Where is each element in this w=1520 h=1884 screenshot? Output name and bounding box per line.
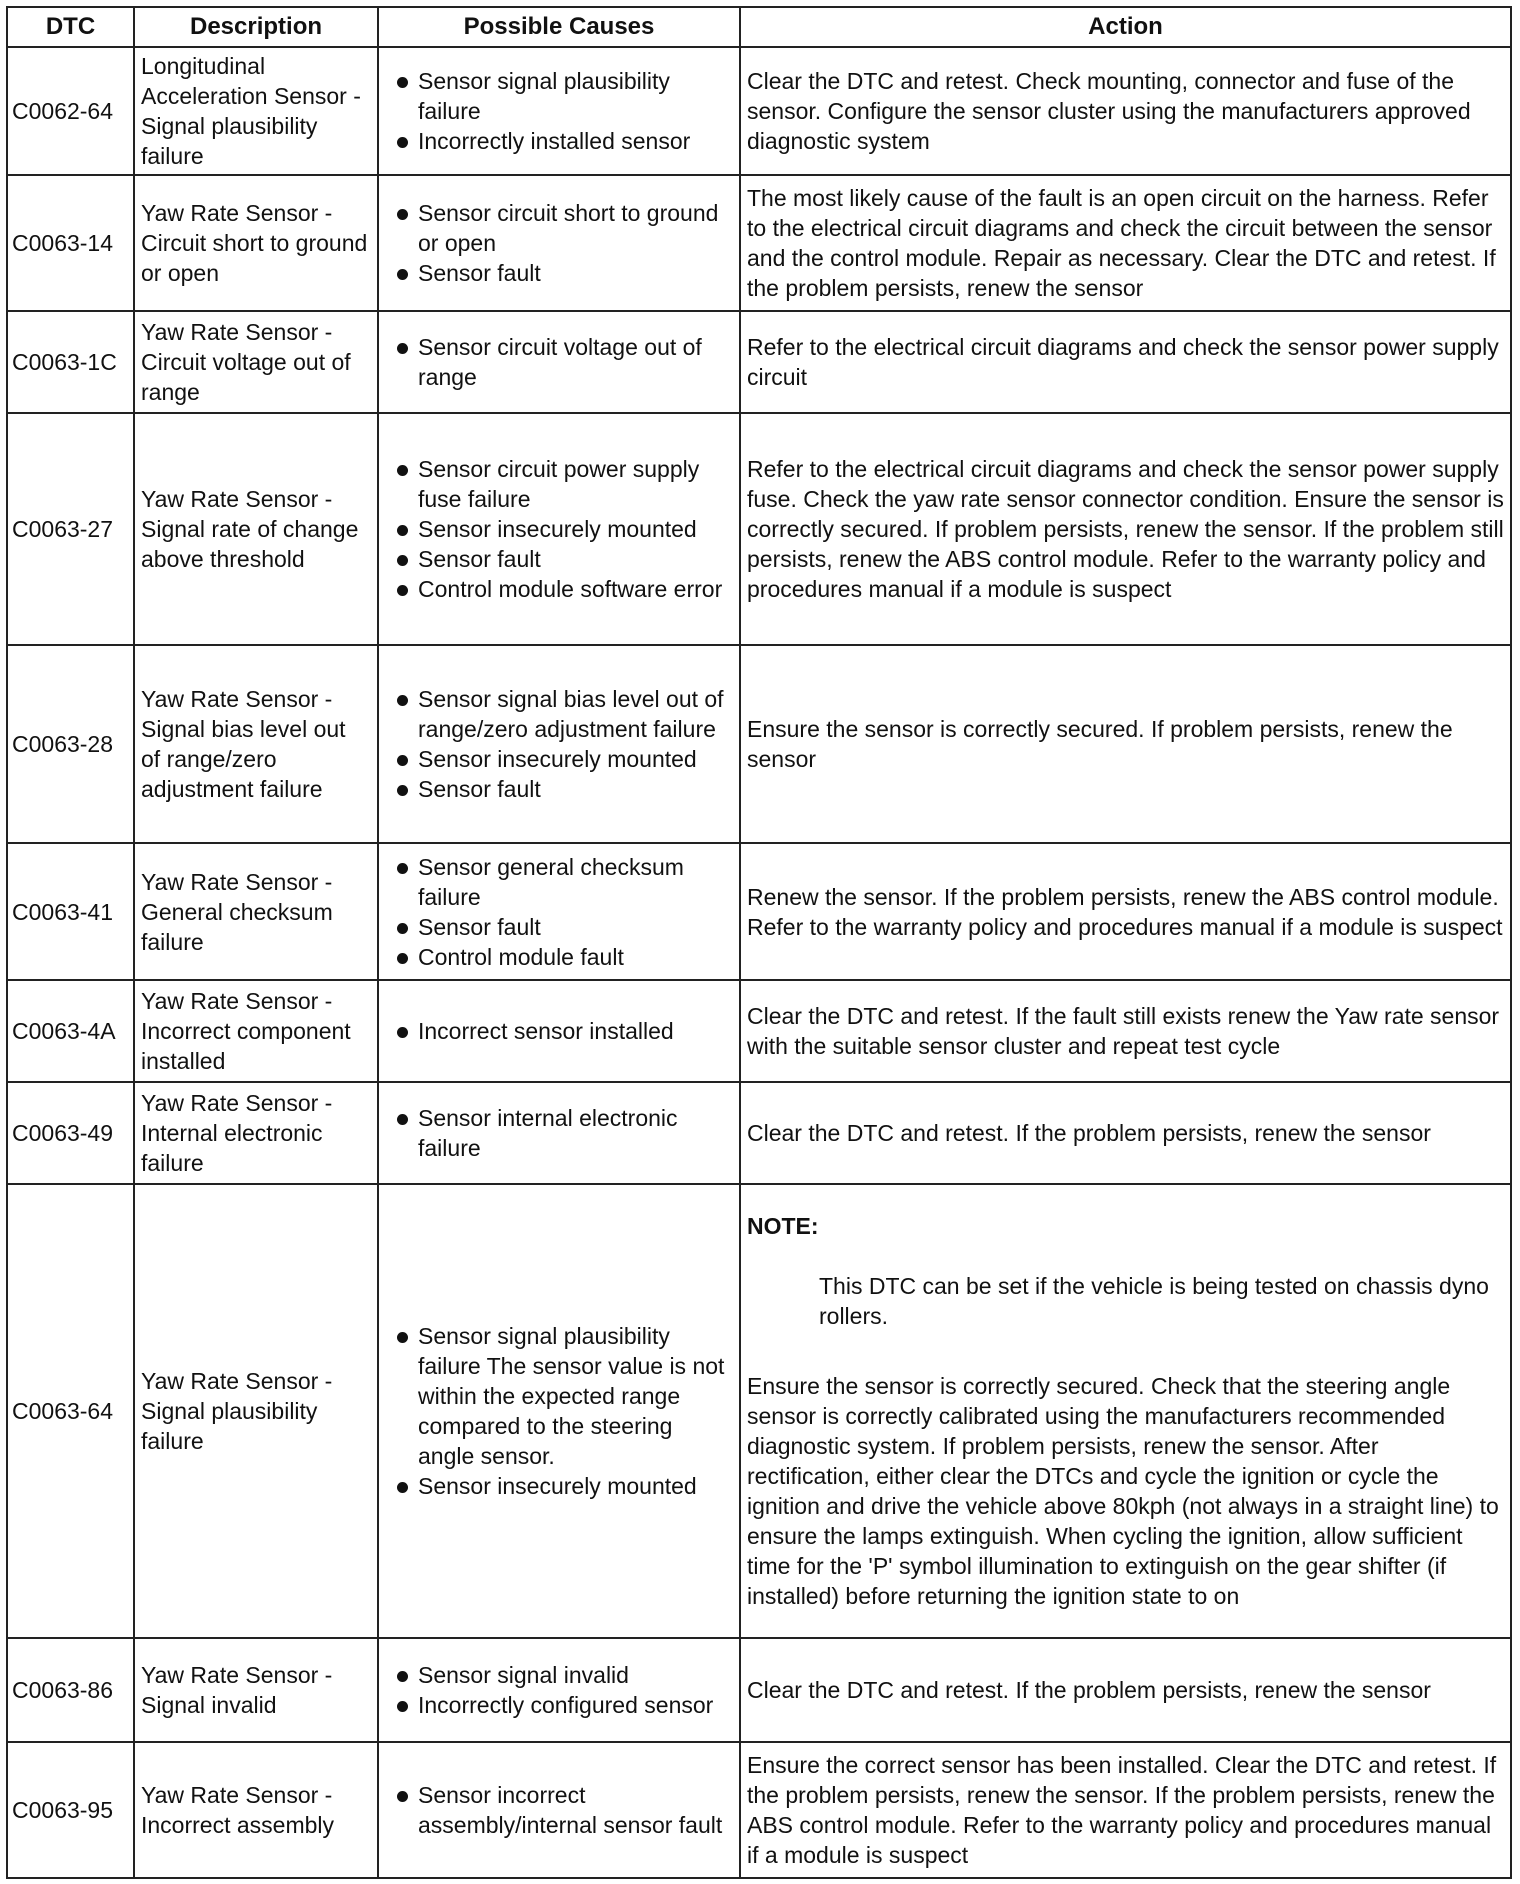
description-cell: Yaw Rate Sensor - Incorrect assembly — [134, 1742, 378, 1878]
table-row — [7, 980, 1511, 1082]
causes-cell — [378, 1742, 740, 1878]
description-cell: Yaw Rate Sensor - General checksum failure — [134, 843, 378, 980]
dtc-code: C0063-64 — [7, 1184, 134, 1638]
header-description: Description — [134, 7, 378, 47]
table-row — [7, 1742, 1511, 1878]
table-row — [7, 1184, 1511, 1638]
description-cell: Yaw Rate Sensor - Signal invalid — [134, 1638, 378, 1742]
action-cell: Ensure the sensor is correctly secured. If problem persists, renew the sensor — [740, 645, 1511, 843]
dtc-code: C0063-28 — [7, 645, 134, 843]
cause-item: Incorrectly configured sensor — [385, 1690, 733, 1720]
description-cell: Yaw Rate Sensor - Circuit short to ground or open — [134, 175, 378, 311]
dtc-code: C0063-41 — [7, 843, 134, 980]
table-row — [7, 1638, 1511, 1742]
dtc-code: C0063-1C — [7, 311, 134, 413]
action-cell: Refer to the electrical circuit diagrams and check the sensor power supply circuit — [740, 311, 1511, 413]
table-row — [7, 311, 1511, 413]
cause-item: Sensor insecurely mounted — [385, 514, 733, 544]
table-row — [7, 47, 1511, 175]
description-cell: Yaw Rate Sensor - Signal bias level out of range/zero adjustment failure — [134, 645, 378, 843]
dtc-code: C0063-49 — [7, 1082, 134, 1184]
cause-item: Sensor incorrect assembly/internal sensor fault — [385, 1780, 733, 1840]
cause-item: Sensor circuit power supply fuse failure — [385, 454, 733, 514]
action-cell: Clear the DTC and retest. Check mounting, connector and fuse of the sensor. Configure the sensor cluster using the manufacturers approved diagnostic system — [740, 47, 1511, 175]
note-label: NOTE: — [747, 1213, 819, 1239]
action-cell: Clear the DTC and retest. If the problem persists, renew the sensor — [740, 1638, 1511, 1742]
causes-cell — [378, 1638, 740, 1742]
description-cell: Yaw Rate Sensor - Circuit voltage out of range — [134, 311, 378, 413]
causes-cell — [378, 175, 740, 311]
dtc-code: C0063-27 — [7, 413, 134, 645]
dtc-table — [6, 6, 1512, 1879]
causes-cell — [378, 1184, 740, 1638]
action-cell: Clear the DTC and retest. If the fault still exists renew the Yaw rate sensor with the suitable sensor cluster and repeat test cycle — [740, 980, 1511, 1082]
cause-item: Incorrect sensor installed — [385, 1016, 733, 1046]
header-action: Action — [740, 7, 1511, 47]
dtc-code: C0063-86 — [7, 1638, 134, 1742]
cause-item: Sensor signal plausibility failure — [385, 66, 733, 126]
header-row — [7, 7, 1511, 47]
action-cell: The most likely cause of the fault is an open circuit on the harness. Refer to the electrical circuit diagrams and check the circuit between the sensor and the control module. Repair as necessary. Clear the DTC and retest. If the problem persists, renew the sensor — [740, 175, 1511, 311]
cause-item: Incorrectly installed sensor — [385, 126, 733, 156]
cause-item: Sensor general checksum failure — [385, 852, 733, 912]
action-text: Ensure the sensor is correctly secured. Check that the steering angle sensor is correctly calibrated using the manufacturers recommended diagnostic system. If problem persists, renew the sensor. After rectification, either clear the DTCs and cycle the ignition or cycle the ignition and drive the vehicle above 80kph (not always in a straight line) to ensure the lamps extinguish. When cycling the ignition, allow sufficient time for the 'P' symbol illumination to extinguish on the gear shifter (if installed) before returning the ignition state to on — [747, 1373, 1499, 1609]
action-cell — [740, 1184, 1511, 1638]
cause-item: Sensor fault — [385, 912, 733, 942]
table-row — [7, 175, 1511, 311]
description-cell: Yaw Rate Sensor - Signal rate of change above threshold — [134, 413, 378, 645]
action-cell: Clear the DTC and retest. If the problem persists, renew the sensor — [740, 1082, 1511, 1184]
cause-item: Sensor fault — [385, 258, 733, 288]
description-cell: Longitudinal Acceleration Sensor - Signal plausibility failure — [134, 47, 378, 175]
table-row — [7, 843, 1511, 980]
dtc-code: C0062-64 — [7, 47, 134, 175]
causes-cell — [378, 1082, 740, 1184]
description-cell: Yaw Rate Sensor - Signal plausibility failure — [134, 1184, 378, 1638]
cause-item: Sensor signal bias level out of range/zero adjustment failure — [385, 684, 733, 744]
header-dtc: DTC — [7, 7, 134, 47]
causes-cell — [378, 311, 740, 413]
cause-item: Sensor circuit voltage out of range — [385, 332, 733, 392]
cause-item: Control module software error — [385, 574, 733, 604]
dtc-code: C0063-95 — [7, 1742, 134, 1878]
cause-item: Sensor fault — [385, 774, 733, 804]
causes-cell — [378, 980, 740, 1082]
description-cell: Yaw Rate Sensor - Incorrect component installed — [134, 980, 378, 1082]
cause-item: Sensor insecurely mounted — [385, 744, 733, 774]
note-text: This DTC can be set if the vehicle is being tested on chassis dyno rollers. — [819, 1273, 1489, 1329]
causes-cell — [378, 645, 740, 843]
table-row — [7, 1082, 1511, 1184]
cause-item: Control module fault — [385, 942, 733, 972]
cause-item: Sensor insecurely mounted — [385, 1471, 733, 1501]
cause-item: Sensor internal electronic failure — [385, 1103, 733, 1163]
description-cell: Yaw Rate Sensor - Internal electronic failure — [134, 1082, 378, 1184]
table-row — [7, 645, 1511, 843]
cause-item: Sensor fault — [385, 544, 733, 574]
cause-item: Sensor signal invalid — [385, 1660, 733, 1690]
causes-cell — [378, 47, 740, 175]
causes-cell — [378, 843, 740, 980]
action-cell: Renew the sensor. If the problem persists, renew the ABS control module. Refer to the warranty policy and procedures manual if a module is suspect — [740, 843, 1511, 980]
header-possible-causes: Possible Causes — [378, 7, 740, 47]
table-row — [7, 413, 1511, 645]
causes-cell — [378, 413, 740, 645]
cause-item: Sensor signal plausibility failure The sensor value is not within the expected range compared to the steering angle sensor. — [385, 1321, 733, 1471]
dtc-code: C0063-14 — [7, 175, 134, 311]
dtc-code: C0063-4A — [7, 980, 134, 1082]
action-cell: Refer to the electrical circuit diagrams and check the sensor power supply fuse. Check the yaw rate sensor connector condition. Ensure the sensor is correctly secured. If problem persists, renew the sensor. If the problem still persists, renew the ABS control module. Refer to the warranty policy and procedures manual if a module is suspect — [740, 413, 1511, 645]
cause-item: Sensor circuit short to ground or open — [385, 198, 733, 258]
action-cell: Ensure the correct sensor has been installed. Clear the DTC and retest. If the problem persists, renew the sensor. If the problem persists, renew the ABS control module. Refer to the warranty policy and procedures manual if a module is suspect — [740, 1742, 1511, 1878]
